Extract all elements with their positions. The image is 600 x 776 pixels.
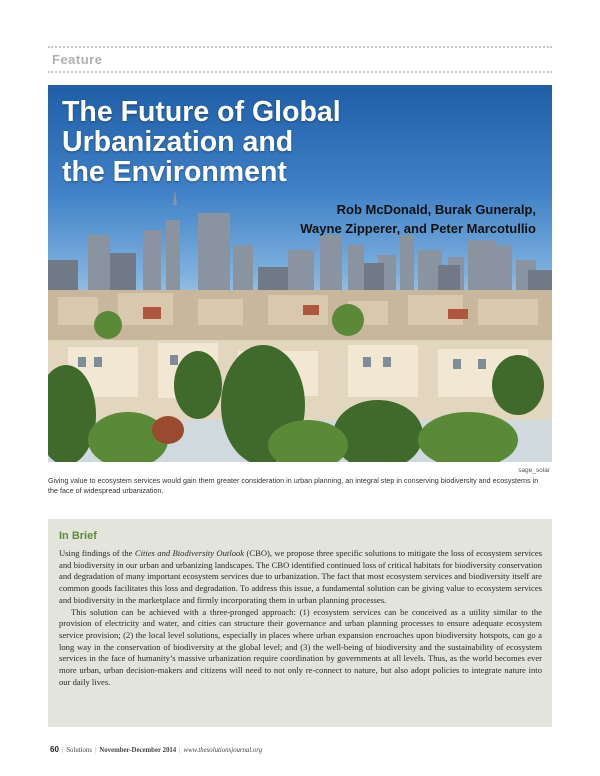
author-line: Wayne Zipperer, and Peter Marcotullio: [300, 221, 536, 236]
section-rule: [48, 71, 552, 73]
photo-credit: sage_solar: [518, 467, 550, 474]
issue-date: November-December 2014: [99, 747, 177, 754]
in-brief-p1-end: (CBO), we propose three specific solutions to mitigate the loss of ecosystem services and biodiversity in our urban and urbanizing landscapes. The CBO identified continued loss of critical habitats for biodiversity conservation and degradation of many important ecosystem services due to urbanization. The fact that most ecosystem services and biodiversity itself are common goods facilitates this loss and degradation. To address this issue, a fundamental solution can be giving value to ecosystem services and biodiversity in the marketplace and firmly incorporating them in urban planning processes.: [59, 548, 542, 605]
top-rule: [48, 46, 552, 48]
in-brief-p1-start: Using findings of the: [59, 548, 135, 558]
article-authors: [300, 200, 536, 238]
title-line: The Future of Global: [62, 96, 341, 128]
publication-name: Solutions: [66, 747, 92, 754]
city-skyline-photo: [48, 85, 552, 462]
title-line: the Environment: [62, 156, 287, 188]
article-title: [62, 97, 341, 187]
photo-caption: Giving value to ecosystem services would gain them greater consideration in urban planning, an integral step in conserving biodiversity and ecosystems in the face of widespread urbanization.: [48, 476, 539, 495]
in-brief-paragraph-2: This solution can be achieved with a three-pronged approach: (1) ecosystem services can be conceived as a utility similar to the provision of electricity and water, and cities can structure their governance and urban planning processes to ensure adequate ecosystem service provision; (2) the local level solutions, especially in places where urban expansion encroaches upon biodiversity hotspots, can go a long way in the conservation of biodiversity at the global level; and (3) the well-being of biodiversity and the sustainability of ecosystem services in the face of humanity’s massive urbanization require coordination by governments at all levels. Thus, as the world becomes ever more urban, urban decision-makers and citizens will need to not only re-connect to nature, but also adopt policies to integrate nature into our daily lives.: [59, 606, 542, 687]
section-label: Feature: [52, 52, 103, 67]
page-number: 60: [50, 745, 59, 754]
in-brief-paragraph: [59, 548, 542, 607]
author-line: Rob McDonald, Burak Guneralp,: [336, 202, 536, 217]
in-brief-box: [48, 519, 552, 727]
title-line: Urbanization and: [62, 126, 294, 158]
journal-url: www.thesolutionsjournal.org: [183, 747, 263, 754]
page-footer: 60 | Solutions | November-December 2014 | www.thesolutionsjournal.org: [50, 745, 263, 754]
in-brief-heading: In Brief: [59, 530, 97, 542]
cbo-title: Cities and Biodiversity Outlook: [134, 548, 245, 558]
